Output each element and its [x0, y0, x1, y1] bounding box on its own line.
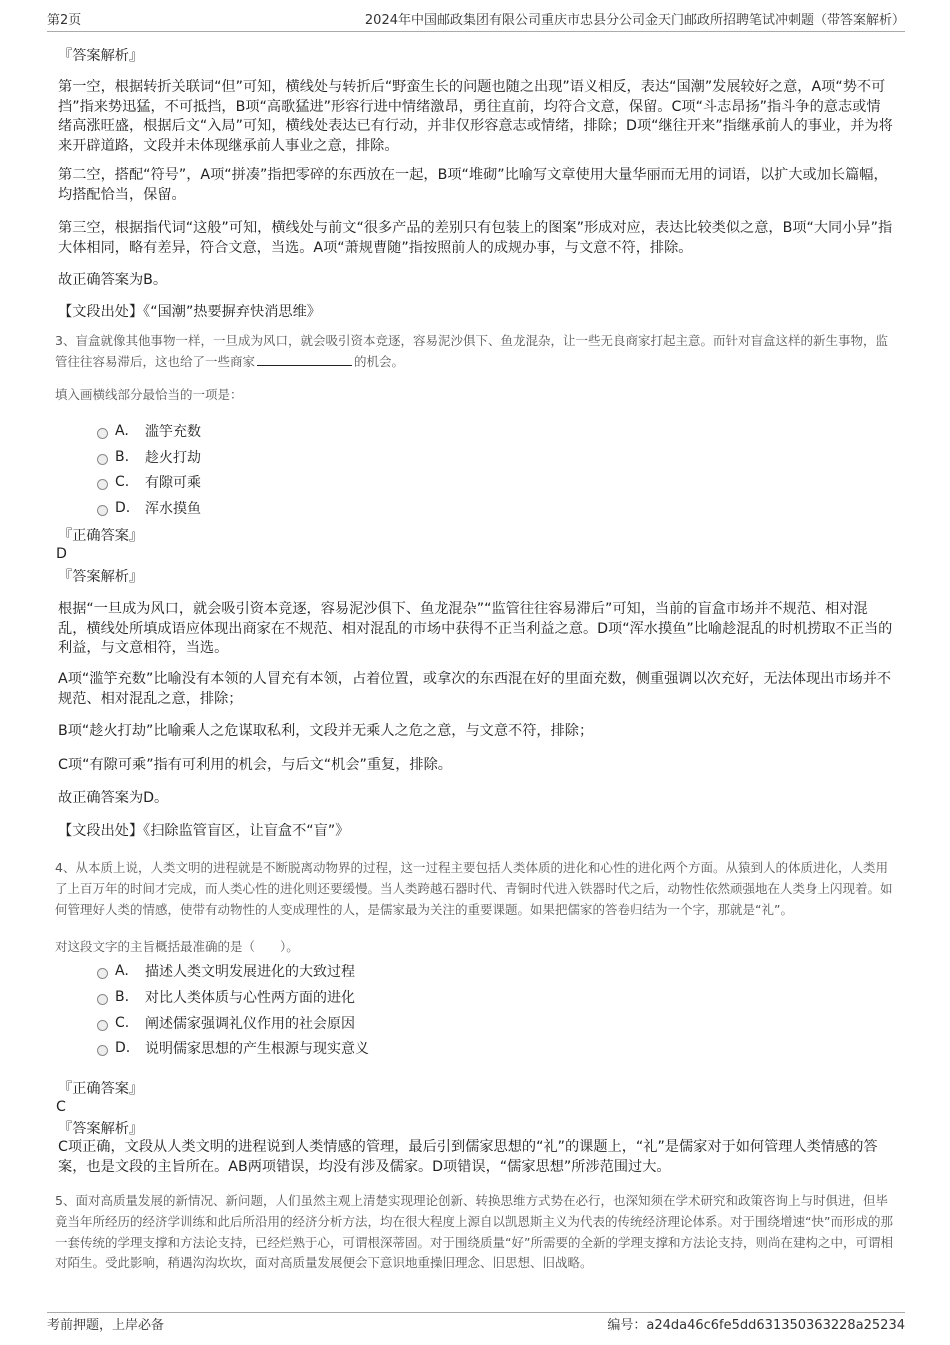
analysis-label: 『答案解析』	[58, 48, 144, 64]
answer-conclusion: 故正确答案为D。	[58, 790, 169, 806]
analysis-paragraph: A项“滥竽充数”比喻没有本领的人冒充有本领，占着位置，或拿次的东西混在好的里面充数，侧重强调以次充好，无法体现出市场并不规范、相对混乱之意，排除；	[58, 671, 892, 707]
source-citation: 【文段出处】《“国潮”热要摒弃快消思维》	[58, 304, 321, 320]
option-letter: D.	[115, 500, 131, 516]
source-citation: 【文段出处】《扫除监管盲区，让盲盒不“盲”》	[58, 823, 350, 839]
analysis-paragraph: 第二空，搭配“符号”，A项“拼凑”指把零碎的东西放在一起，B项“堆砌”比喻写文章使用大量华丽而无用的词语，以扩大或加长篇幅，均搭配恰当，保留。	[58, 167, 888, 203]
footer-divider	[47, 1312, 905, 1313]
option-text: 有隙可乘	[145, 475, 201, 491]
radio-icon[interactable]	[97, 479, 108, 490]
correct-answer-label: 『正确答案』	[58, 528, 144, 544]
option-text: 趁火打劫	[145, 450, 201, 466]
option-letter: B.	[115, 989, 130, 1005]
blank-line	[257, 365, 352, 366]
analysis-paragraph: 第一空，根据转折关联词“但”可知，横线处与转折后“野蛮生长的问题也随之出现”语义相反，表达“国潮”发展较好之意，A项“势不可挡”指来势迅猛，不可抵挡，B项“高歌猛进”形容行进中情绪激昂，勇往直前，均符合文意，保留。C项“斗志昂扬”指斗争的意志或情绪高涨旺盛，根据后文“入局”可知，横线处表达已有行动，并非仅形容意志或情绪，排除；D项“继往开来”指继承前人的事业，并为将来开辟道路，文段并未体现继承前人事业之意，排除。	[58, 79, 893, 154]
radio-icon[interactable]	[97, 505, 108, 516]
question-5-stem: 5、面对高质量发展的新情况、新问题，人们虽然主观上清楚实现理论创新、转换思维方式势在必行，也深知须在学术研究和政策咨询上与时俱进，但毕竟当年所经历的经济学训练和此后所沿用的经济分析方法，均在很大程度上源自以凯恩斯主义为代表的传统经济理论体系。对于围绕增速“快”而形成的那一套传统的学理支撑和方法论支持，已经烂熟于心，可谓根深蒂固。对于围绕质量“好”所需要的全新的学理支撑和方法论支持，则尚在建构之中，可谓相对陌生。受此影响，稍遇沟沟坎坎，面对高质量发展便会下意识地重操旧理念、旧思想、旧战略。	[55, 1193, 893, 1271]
option-c[interactable]	[97, 1013, 355, 1033]
option-letter: D.	[115, 1040, 131, 1056]
option-b[interactable]	[97, 447, 201, 467]
correct-answer: C	[56, 1099, 66, 1115]
page-number: 第2页	[47, 13, 82, 28]
question-3-stem	[55, 331, 900, 373]
option-text: 描述人类文明发展进化的大致过程	[145, 964, 355, 980]
analysis-paragraph: C项正确，文段从人类文明的进程说到人类情感的管理，最后引到儒家思想的“礼”的课题上，“礼”是儒家对于如何管理人类情感的答案，也是文段的主旨所在。AB两项错误，均没有涉及儒家。D项错误，“儒家思想”所涉范围过大。	[58, 1139, 878, 1175]
radio-icon[interactable]	[97, 994, 108, 1005]
radio-icon[interactable]	[97, 454, 108, 465]
analysis-paragraph: 根据“一旦成为风口，就会吸引资本竞逐，容易泥沙俱下、鱼龙混杂”“监管往往容易滞后”可知，当前的盲盒市场并不规范、相对混乱，横线处所填成语应体现出商家在不规范、相对混乱的市场中获得不正当利益之意。D项“浑水摸鱼”比喻趁混乱的时机捞取不正当的利益，与文意相符，当选。	[58, 601, 893, 657]
footer-slogan: 考前押题，上岸必备	[47, 1318, 165, 1333]
question-3-prompt: 填入画横线部分最恰当的一项是：	[55, 387, 243, 402]
option-letter: C.	[115, 474, 130, 490]
option-d[interactable]	[97, 498, 201, 518]
question-4-prompt: 对这段文字的主旨概括最准确的是（ ）。	[55, 939, 299, 954]
header-divider	[47, 31, 905, 32]
option-letter: B.	[115, 449, 130, 465]
radio-icon[interactable]	[97, 968, 108, 979]
analysis-label: 『答案解析』	[58, 1121, 144, 1137]
option-d[interactable]	[97, 1038, 369, 1058]
question-4-stem: 4、从本质上说，人类文明的进程就是不断脱离动物界的过程，这一过程主要包括人类体质的进化和心性的进化两个方面。从猿到人的体质进化，人类用了上百万年的时间才完成，而人类心性的进化则还要缓慢。当人类跨越石器时代、青铜时代进入铁器时代之后，动物性依然顽强地在人类身上闪现着。如何管理好人类的情感，使带有动物性的人变成理性的人，是儒家最为关注的重要课题。如果把儒家的答卷归结为一个字，那就是“礼”。	[55, 860, 893, 917]
option-text: 说明儒家思想的产生根源与现实意义	[145, 1041, 369, 1057]
correct-answer: D	[56, 546, 67, 562]
radio-icon[interactable]	[97, 1020, 108, 1031]
option-letter: A.	[115, 423, 129, 439]
stem-text: 的机会。	[354, 353, 405, 369]
option-text: 浑水摸鱼	[145, 501, 201, 517]
document-title: 2024年中国邮政集团有限公司重庆市忠县分公司金天门邮政所招聘笔试冲刺题（带答案解析）	[364, 13, 905, 28]
option-letter: A.	[115, 963, 129, 979]
answer-conclusion: 故正确答案为B。	[58, 272, 168, 288]
option-a[interactable]	[97, 421, 201, 441]
analysis-paragraph: B项“趁火打劫”比喻乘人之危谋取私利，文段并无乘人之危之意，与文意不符，排除；	[58, 723, 594, 739]
option-text: 阐述儒家强调礼仪作用的社会原因	[145, 1016, 355, 1032]
correct-answer-label: 『正确答案』	[58, 1081, 144, 1097]
option-letter: C.	[115, 1015, 130, 1031]
option-a[interactable]	[97, 961, 355, 981]
stem-text: 3、盲盒就像其他事物一样，一旦成为风口，就会吸引资本竞逐，容易泥沙俱下、鱼龙混杂，让一些无良商家打起主意。而针对盲盒这样的新生事物，监管往往容易滞后，这也给了一些商家	[55, 333, 888, 369]
radio-icon[interactable]	[97, 428, 108, 439]
radio-icon[interactable]	[97, 1045, 108, 1056]
option-c[interactable]	[97, 472, 201, 492]
analysis-label: 『答案解析』	[58, 569, 144, 585]
analysis-paragraph: C项“有隙可乘”指有可利用的机会，与后文“机会”重复，排除。	[58, 757, 452, 773]
analysis-paragraph: 第三空，根据指代词“这般”可知，横线处与前文“很多产品的差别只有包装上的图案”形成对应，表达比较类似之意，B项“大同小异”指大体相同，略有差异，符合文意，当选。A项“萧规曹随”指按照前人的成规办事，与文意不符，排除。	[58, 220, 893, 256]
document-code: 编号：a24da46c6fe5dd631350363228a25234	[607, 1318, 905, 1333]
option-b[interactable]	[97, 987, 355, 1007]
option-text: 对比人类体质与心性两方面的进化	[145, 990, 355, 1006]
option-text: 滥竽充数	[145, 424, 201, 440]
